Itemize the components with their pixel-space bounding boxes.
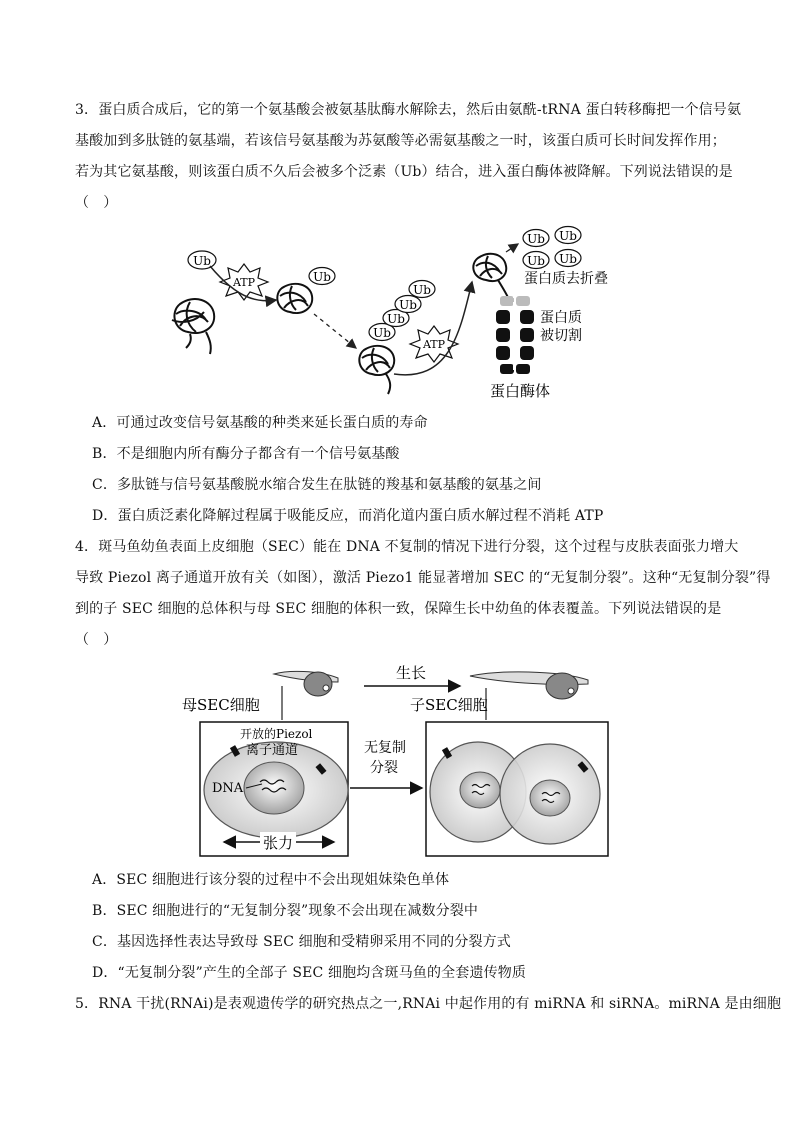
protein-blob-4 xyxy=(473,254,510,302)
q3-option-b[interactable]: B．不是细胞内所有酶分子都含有一个信号氨基酸 xyxy=(92,446,400,462)
channel-label-2: 离子通道 xyxy=(246,743,299,758)
q3-stem-line-2: 基酸加到多肽链的氨基端，若该信号氨基酸为苏氨酸等必需氨基酸之一时，该蛋白质可长时间发挥作用； xyxy=(75,133,726,149)
q4-option-b[interactable]: B．SEC 细胞进行的“无复制分裂”现象不会出现在减数分裂中 xyxy=(92,903,479,919)
svg-text:Ub: Ub xyxy=(387,312,405,326)
q4-stem-line-4: （ ） xyxy=(75,632,118,648)
sec-division-figure xyxy=(178,660,618,860)
daughter-sec-label: 子SEC细胞 xyxy=(410,696,488,714)
q4-option-a[interactable]: A．SEC 细胞进行该分裂的过程中不会出现姐妹染色单体 xyxy=(92,872,450,888)
channel-label-1: 开放的Piezol xyxy=(240,727,313,741)
mother-sec-label: 母SEC细胞 xyxy=(182,696,260,714)
svg-text:Ub: Ub xyxy=(559,229,577,243)
svg-text:Ub: Ub xyxy=(193,254,211,268)
svg-text:Ub: Ub xyxy=(399,298,417,312)
released-ub xyxy=(506,227,581,269)
q3-stem-line-4: （ ） xyxy=(75,195,118,211)
ubiquitin-proteasome-figure xyxy=(150,222,630,402)
zebrafish-larva-2 xyxy=(470,672,588,699)
dashed-arrow xyxy=(314,314,356,348)
daughter-nucleus-1 xyxy=(460,772,500,808)
ub-chain xyxy=(369,281,435,341)
ub-ellipse-1 xyxy=(188,251,216,269)
svg-text:Ub: Ub xyxy=(313,270,331,284)
cut-label-1: 蛋白质 xyxy=(540,310,582,326)
zebrafish-larva-1 xyxy=(274,671,338,696)
proteasome-label: 蛋白酶体 xyxy=(490,382,551,400)
protein-blob-2 xyxy=(277,284,312,313)
mother-nucleus xyxy=(244,762,304,814)
protein-blob-3 xyxy=(359,346,394,394)
daughter-nucleus-2 xyxy=(530,780,570,816)
q3-option-c[interactable]: C．多肽链与信号氨基酸脱水缩合发生在肽链的羧基和氨基酸的氨基之间 xyxy=(92,477,542,493)
division-label-1: 无复制 xyxy=(364,740,406,756)
protein-blob-1 xyxy=(172,299,214,354)
q4-option-d[interactable]: D．“无复制分裂”产生的全部子 SEC 细胞均含斑马鱼的全套遗传物质 xyxy=(92,965,527,981)
q5-stem-line-1: 5．RNA 干扰(RNAi)是表观遗传学的研究热点之一,RNAi 中起作用的有 miRNA 和 siRNA。miRNA 是由细胞 xyxy=(75,996,782,1012)
svg-text:Ub: Ub xyxy=(527,232,545,246)
q3-stem-line-3: 若为其它氨基酸，则该蛋白质不久后会被多个泛素（Ub）结合，进入蛋白酶体被降解。下列说法错误的是 xyxy=(75,164,733,180)
q4-stem-line-1: 4．斑马鱼幼鱼表面上皮细胞（SEC）能在 DNA 不复制的情况下进行分裂，这个过程与皮肤表面张力增大 xyxy=(75,539,739,555)
unfold-label: 蛋白质去折叠 xyxy=(524,271,608,287)
svg-text:Ub: Ub xyxy=(413,283,431,297)
ub-ellipse-2 xyxy=(309,268,335,285)
q3-stem-line-1: 3．蛋白质合成后，它的第一个氨基酸会被氨基肽酶水解除去，然后由氨酰-tRNA 蛋白转移酶把一个信号氨 xyxy=(75,102,742,118)
svg-text:Ub: Ub xyxy=(559,252,577,266)
q3-option-a[interactable]: A．可通过改变信号氨基酸的种类来延长蛋白质的寿命 xyxy=(92,415,428,431)
q3-option-d[interactable]: D．蛋白质泛素化降解过程属于吸能反应，而消化道内蛋白质水解过程不消耗 ATP xyxy=(92,508,604,524)
division-label-2: 分裂 xyxy=(370,760,398,776)
svg-text:ATP: ATP xyxy=(422,338,446,351)
dna-label: DNA xyxy=(212,781,244,796)
svg-text:Ub: Ub xyxy=(373,326,391,340)
cut-label-2: 被切割 xyxy=(540,328,582,344)
tension-label: 张力 xyxy=(262,834,294,852)
atp-burst-2 xyxy=(410,326,458,362)
svg-text:Ub: Ub xyxy=(527,254,545,268)
q4-option-c[interactable]: C．基因选择性表达导致母 SEC 细胞和受精卵采用不同的分裂方式 xyxy=(92,934,511,950)
q4-stem-line-2: 导致 Piezol 离子通道开放有关（如图），激活 Piezo1 能显著增加 SEC 的“无复制分裂”。这种“无复制分裂”得 xyxy=(75,570,771,586)
proteasome-barrel xyxy=(496,284,534,374)
svg-text:ATP: ATP xyxy=(232,276,256,289)
growth-label: 生长 xyxy=(396,664,427,682)
q4-stem-line-3: 到的子 SEC 细胞的总体积与母 SEC 细胞的体积一致，保障生长中幼鱼的体表覆盖。下列说法错误的是 xyxy=(75,601,722,617)
